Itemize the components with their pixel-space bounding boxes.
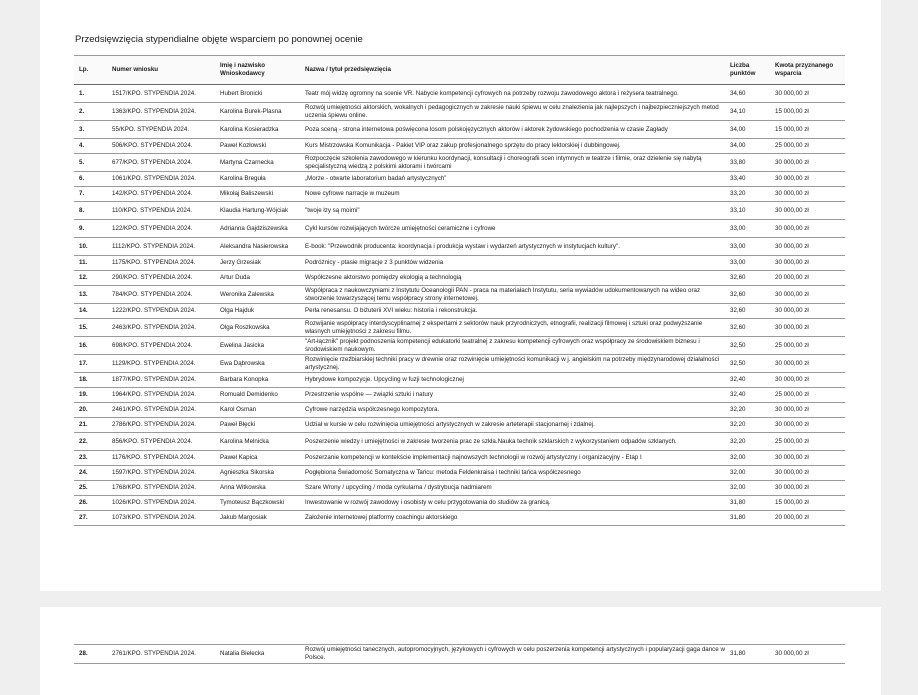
cell-nazwa: Cykl kursów rozwijających twórcze umiejętności ceramiczne i cyfrowe <box>303 220 728 238</box>
table-row <box>74 496 845 511</box>
cell-numer: 1964/KPO. STYPENDIA 2024. <box>110 388 218 403</box>
cell-imie: Adrianna Gajdziszewska <box>218 220 303 238</box>
cell-kwota: 25 000,00 zł <box>773 433 845 451</box>
table-row <box>74 121 845 139</box>
cell-numer: 1877/KPO. STYPENDIA 2024. <box>110 373 218 388</box>
cell-lp: 14. <box>74 304 110 319</box>
cell-punkty: 32,60 <box>728 319 773 337</box>
cell-numer: 2761/KPO. STYPENDIA 2024. <box>110 645 218 664</box>
cell-kwota: 30 000,00 zł <box>773 172 845 187</box>
table-row <box>74 645 845 664</box>
cell-punkty: 33,00 <box>728 256 773 271</box>
cell-punkty: 32,40 <box>728 373 773 388</box>
table-row <box>74 403 845 418</box>
cell-lp: 13. <box>74 286 110 304</box>
cell-kwota: 20 000,00 zł <box>773 511 845 526</box>
table-row <box>74 511 845 526</box>
cell-numer: 784/KPO. STYPENDIA 2024. <box>110 286 218 304</box>
cell-punkty: 33,20 <box>728 187 773 202</box>
cell-kwota: 30 000,00 zł <box>773 373 845 388</box>
cell-kwota: 30 000,00 zł <box>773 187 845 202</box>
cell-nazwa: Poszerzanie kompetencji w kontekście implementacji najnowszych technologii w rozwój artystyczny i organizacyjny - Etap I <box>303 451 728 466</box>
cell-kwota: 30 000,00 zł <box>773 154 845 172</box>
cell-imie: Ewelina Jasicka <box>218 337 303 355</box>
cell-imie: Barbara Konopka <box>218 373 303 388</box>
cell-punkty: 32,50 <box>728 337 773 355</box>
cell-numer: 1175/KPO. STYPENDIA 2024. <box>110 256 218 271</box>
cell-lp: 19. <box>74 388 110 403</box>
cell-lp: 25. <box>74 481 110 496</box>
cell-numer: 1176/KPO. STYPENDIA 2024. <box>110 451 218 466</box>
cell-kwota: 25 000,00 zł <box>773 337 845 355</box>
cell-nazwa: Rozpoczęcie szkolenia zawodowego w kierunku koordynacji, konsultacji i choreografii scen intymnych w teatrze i filmie, oraz dzielenie się nabytą specjalistyczną wiedzą z polskimi aktorami i twórcami <box>303 154 728 172</box>
cell-imie: Natalia Bielecka <box>218 645 303 664</box>
table-body-continued <box>74 645 845 664</box>
table-row <box>74 85 845 103</box>
cell-nazwa: Rozwój umiejętności tanecznych, autopromocyjnych, językowych i cyfrowych w celu poszerzenia kompetencji artystycznych i popularyzacji gaga dance w Polsce. <box>303 645 728 664</box>
cell-punkty: 32,00 <box>728 466 773 481</box>
cell-kwota: 30 000,00 zł <box>773 304 845 319</box>
cell-punkty: 33,00 <box>728 220 773 238</box>
header-numer: Numer wniosku <box>110 56 218 85</box>
cell-kwota: 30 000,00 zł <box>773 466 845 481</box>
cell-nazwa: Współpraca z naukowczyniami z Instytutu Oceanologii PAN - praca na materiałach Instytutu, seria wywiadów udokumentowanych na wideo oraz stworzenie towarzyszącej temu współpracy strony internetowej. <box>303 286 728 304</box>
cell-imie: Olga Hajduk <box>218 304 303 319</box>
cell-kwota: 30 000,00 zł <box>773 220 845 238</box>
table-row <box>74 187 845 202</box>
cell-nazwa: Założenie internetowej platformy coachingu aktorskiego <box>303 511 728 526</box>
cell-nazwa: "twoje łzy są moimi" <box>303 202 728 220</box>
cell-nazwa: Poza sceną - strona internetowa poświęcona losom polskojęzycznych aktorów i aktorek żydowskiego pochodzenia w czasie Zagłady <box>303 121 728 139</box>
cell-lp: 1. <box>74 85 110 103</box>
cell-lp: 26. <box>74 496 110 511</box>
cell-lp: 28. <box>74 645 110 664</box>
cell-lp: 11. <box>74 256 110 271</box>
cell-lp: 27. <box>74 511 110 526</box>
cell-punkty: 31,80 <box>728 511 773 526</box>
cell-punkty: 32,20 <box>728 403 773 418</box>
table-row <box>74 238 845 256</box>
cell-lp: 10. <box>74 238 110 256</box>
cell-punkty: 33,00 <box>728 238 773 256</box>
table-row <box>74 103 845 121</box>
cell-lp: 20. <box>74 403 110 418</box>
cell-nazwa: "Art-łącznik" projekt podnoszenia kompetencji edukatorki teatralnej z zakresu kompetencji cyfrowych oraz współpracy ze środowiskiem biznesu i środowiskiem naukowym. <box>303 337 728 355</box>
cell-kwota: 30 000,00 zł <box>773 85 845 103</box>
cell-lp: 12. <box>74 271 110 286</box>
cell-imie: Weronika Zalewska <box>218 286 303 304</box>
grants-table-continued <box>74 644 845 664</box>
cell-kwota: 15 000,00 zł <box>773 496 845 511</box>
cell-imie: Martyna Czarnecka <box>218 154 303 172</box>
cell-punkty: 32,50 <box>728 355 773 373</box>
table-row <box>74 319 845 337</box>
cell-lp: 9. <box>74 220 110 238</box>
cell-numer: 856/KPO. STYPENDIA 2024. <box>110 433 218 451</box>
cell-imie: Paweł Błęcki <box>218 418 303 433</box>
grants-table <box>74 55 845 526</box>
cell-nazwa: Cyfrowe narzędzia współczesnego kompozytora. <box>303 403 728 418</box>
cell-kwota: 15 000,00 zł <box>773 121 845 139</box>
cell-lp: 24. <box>74 466 110 481</box>
cell-punkty: 33,10 <box>728 202 773 220</box>
cell-nazwa: E-book: "Przewodnik producenta: koordynacja i produkcja wystaw i wydarzeń artystycznych w instytucjach kultury". <box>303 238 728 256</box>
cell-numer: 1129/KPO. STYPENDIA 2024. <box>110 355 218 373</box>
cell-punkty: 32,60 <box>728 304 773 319</box>
cell-kwota: 25 000,00 zł <box>773 139 845 154</box>
cell-lp: 23. <box>74 451 110 466</box>
cell-punkty: 32,00 <box>728 481 773 496</box>
cell-punkty: 33,40 <box>728 172 773 187</box>
cell-numer: 1517/KPO. STYPENDIA 2024. <box>110 85 218 103</box>
table-row <box>74 388 845 403</box>
cell-lp: 18. <box>74 373 110 388</box>
cell-kwota: 30 000,00 zł <box>773 451 845 466</box>
cell-lp: 17. <box>74 355 110 373</box>
table-row <box>74 154 845 172</box>
cell-punkty: 34,00 <box>728 139 773 154</box>
document-page-2 <box>40 607 881 695</box>
cell-imie: Karol Osman <box>218 403 303 418</box>
cell-numer: 290/KPO. STYPENDIA 2024. <box>110 271 218 286</box>
table-row <box>74 220 845 238</box>
cell-punkty: 32,20 <box>728 433 773 451</box>
cell-lp: 2. <box>74 103 110 121</box>
cell-imie: Mikołaj Baliszewski <box>218 187 303 202</box>
cell-lp: 15. <box>74 319 110 337</box>
cell-numer: 1026/KPO. STYPENDIA 2024. <box>110 496 218 511</box>
cell-punkty: 32,00 <box>728 451 773 466</box>
cell-imie: Paweł Kapica <box>218 451 303 466</box>
cell-nazwa: „Morze - otwarte laboratorium badań artystycznych” <box>303 172 728 187</box>
cell-nazwa: Rozwijanie współpracy interdyscyplinarnej z ekspertami z sektorów nauk przyrodniczych, etnografii, realizacji filmowej i sztuki oraz podwyższanie własnych umiejętności z zakresu filmu. <box>303 319 728 337</box>
cell-imie: Karolina Kosieradzka <box>218 121 303 139</box>
cell-imie: Karolina Breguła <box>218 172 303 187</box>
cell-kwota: 30 000,00 zł <box>773 256 845 271</box>
cell-lp: 3. <box>74 121 110 139</box>
header-imie: Imię i nazwisko Wnioskodawcy <box>218 56 303 85</box>
cell-nazwa: Poszerzenie wiedzy i umiejętności w zakresie tworzenia prac ze szkła.Nauka technik szklarskich z wykorzystaniem odpadów szklanych. <box>303 433 728 451</box>
table-row <box>74 355 845 373</box>
table-header <box>74 56 845 85</box>
table-row <box>74 373 845 388</box>
document-page-1 <box>40 0 881 591</box>
cell-punkty: 34,60 <box>728 85 773 103</box>
cell-nazwa: Rozwój umiejętności aktorskich, wokalnych i pedagogicznych w zakresie nauki śpiewu w celu znalezienia jak najlepszych i najbezpieczniejszych metod uczenia śpiewu online. <box>303 103 728 121</box>
cell-numer: 2463/KPO. STYPENDIA 2024. <box>110 319 218 337</box>
table-row <box>74 139 845 154</box>
cell-punkty: 32,40 <box>728 388 773 403</box>
document-title: Przedsięwzięcia stypendialne objęte wsparciem po ponownej ocenie <box>75 34 363 45</box>
cell-nazwa: Rozwinięcie rzeźbiarskiej techniki pracy w drewnie oraz rozwinięcie umiejętności komunikacji w j. angielskim na potrzeby międzynarodowej działalności artystycznej. <box>303 355 728 373</box>
header-punkty: Liczba punktów <box>728 56 773 85</box>
table-row <box>74 202 845 220</box>
cell-imie: Olga Roszkowska <box>218 319 303 337</box>
table-row <box>74 481 845 496</box>
table-row <box>74 271 845 286</box>
cell-numer: 1222/KPO. STYPENDIA 2024. <box>110 304 218 319</box>
cell-numer: 122/KPO. STYPENDIA 2024. <box>110 220 218 238</box>
cell-nazwa: Perła renesansu. O biżuterii XVI wieku: historia i rekonstrukcja. <box>303 304 728 319</box>
cell-nazwa: Udział w kursie w celu rozwinięcia umiejętności artystycznych w zakresie arteterapii stacjonarnej i zdalnej. <box>303 418 728 433</box>
table-row <box>74 337 845 355</box>
table-row <box>74 451 845 466</box>
cell-lp: 16. <box>74 337 110 355</box>
table-row <box>74 418 845 433</box>
cell-imie: Karolina Burek-Plasna <box>218 103 303 121</box>
cell-punkty: 31,80 <box>728 645 773 664</box>
cell-punkty: 33,80 <box>728 154 773 172</box>
cell-kwota: 30 000,00 zł <box>773 319 845 337</box>
cell-numer: 1112/KPO. STYPENDIA 2024. <box>110 238 218 256</box>
cell-nazwa: Hybrydowe kompozycje. Upcycling w fuzji technologicznej <box>303 373 728 388</box>
cell-numer: 2461/KPO. STYPENDIA 2024. <box>110 403 218 418</box>
cell-imie: Karolina Melnicka <box>218 433 303 451</box>
cell-imie: Romuald Demidenko <box>218 388 303 403</box>
cell-nazwa: Kurs Mistrzowska Komunikacja - Pakiet VIP oraz zakup profesjonalnego sprzętu do pracy lektorskiej i dubbingowej. <box>303 139 728 154</box>
cell-numer: 506/KPO. STYPENDIA 2024. <box>110 139 218 154</box>
cell-kwota: 30 000,00 zł <box>773 403 845 418</box>
cell-nazwa: Nowe cyfrowe narracje w muzeum <box>303 187 728 202</box>
cell-lp: 6. <box>74 172 110 187</box>
cell-nazwa: Podróżnicy - ptasie migracje z 3 punktów widzenia <box>303 256 728 271</box>
cell-kwota: 30 000,00 zł <box>773 645 845 664</box>
cell-numer: 1061/KPO. STYPENDIA 2024. <box>110 172 218 187</box>
cell-kwota: 30 000,00 zł <box>773 238 845 256</box>
cell-kwota: 25 000,00 zł <box>773 388 845 403</box>
cell-nazwa: Pogłębiona Świadomość Somatyczna w Tańcu: metoda Feldenkraisa i techniki tańca współczesnego <box>303 466 728 481</box>
cell-imie: Hubert Bronicki <box>218 85 303 103</box>
cell-nazwa: Przestrzenie wspólne — związki sztuki i natury <box>303 388 728 403</box>
table-row <box>74 172 845 187</box>
table-row <box>74 304 845 319</box>
table-row <box>74 433 845 451</box>
cell-imie: Paweł Kozłowski <box>218 139 303 154</box>
cell-imie: Artur Duda <box>218 271 303 286</box>
cell-numer: 110/KPO. STYPENDIA 2024. <box>110 202 218 220</box>
header-lp: Lp. <box>74 56 110 85</box>
cell-lp: 4. <box>74 139 110 154</box>
cell-nazwa: Współczesne aktorstwo pomiędzy ekologią a technologią <box>303 271 728 286</box>
cell-numer: 55/KPO. STYPENDIA 2024. <box>110 121 218 139</box>
cell-imie: Agnieszka Sikorska <box>218 466 303 481</box>
cell-imie: Tymoteusz Bączkowski <box>218 496 303 511</box>
cell-imie: Klaudia Hartung-Wójciak <box>218 202 303 220</box>
cell-imie: Aleksandra Nasierowska <box>218 238 303 256</box>
cell-nazwa: Szare Wrony / upcycling / moda cyrkularna / dystrybucja nadmiarem <box>303 481 728 496</box>
cell-numer: 1363/KPO. STYPENDIA 2024. <box>110 103 218 121</box>
header-kwota: Kwota przyznanego wsparcia <box>773 56 845 85</box>
cell-punkty: 31,80 <box>728 496 773 511</box>
cell-numer: 698/KPO. STYPENDIA 2024. <box>110 337 218 355</box>
cell-kwota: 30 000,00 zł <box>773 418 845 433</box>
table-row <box>74 286 845 304</box>
cell-kwota: 20 000,00 zł <box>773 271 845 286</box>
cell-imie: Anna Witkowska <box>218 481 303 496</box>
table-row <box>74 256 845 271</box>
cell-lp: 5. <box>74 154 110 172</box>
cell-punkty: 32,20 <box>728 418 773 433</box>
table-row <box>74 466 845 481</box>
table-body <box>74 85 845 526</box>
cell-numer: 142/KPO. STYPENDIA 2024. <box>110 187 218 202</box>
cell-numer: 1768/KPO. STYPENDIA 2024. <box>110 481 218 496</box>
cell-numer: 2786/KPO. STYPENDIA 2024. <box>110 418 218 433</box>
cell-lp: 7. <box>74 187 110 202</box>
cell-numer: 677/KPO. STYPENDIA 2024. <box>110 154 218 172</box>
cell-lp: 22. <box>74 433 110 451</box>
cell-punkty: 34,00 <box>728 121 773 139</box>
header-nazwa: Nazwa / tytuł przedsięwzięcia <box>303 56 728 85</box>
cell-lp: 21. <box>74 418 110 433</box>
cell-lp: 8. <box>74 202 110 220</box>
cell-kwota: 30 000,00 zł <box>773 202 845 220</box>
cell-numer: 1597/KPO. STYPENDIA 2024. <box>110 466 218 481</box>
cell-kwota: 30 000,00 zł <box>773 481 845 496</box>
cell-nazwa: Teatr mój widzę ogromny na scenie VR. Nabycie kompetencji cyfrowych na potrzeby rozwoju zawodowego aktora i reżysera teatralnego. <box>303 85 728 103</box>
cell-kwota: 15 000,00 zł <box>773 103 845 121</box>
cell-punkty: 32,60 <box>728 286 773 304</box>
cell-nazwa: Inwestowanie w rozwój zawodowy i osobisty w celu przygotowania do studiów za granicą. <box>303 496 728 511</box>
cell-imie: Jakub Margosiak <box>218 511 303 526</box>
cell-kwota: 30 000,00 zł <box>773 286 845 304</box>
cell-numer: 1073/KPO. STYPENDIA 2024. <box>110 511 218 526</box>
cell-punkty: 34,10 <box>728 103 773 121</box>
cell-kwota: 30 000,00 zł <box>773 355 845 373</box>
cell-imie: Ewa Dąbrowska <box>218 355 303 373</box>
cell-punkty: 32,60 <box>728 271 773 286</box>
cell-imie: Jerzy Grzesiak <box>218 256 303 271</box>
